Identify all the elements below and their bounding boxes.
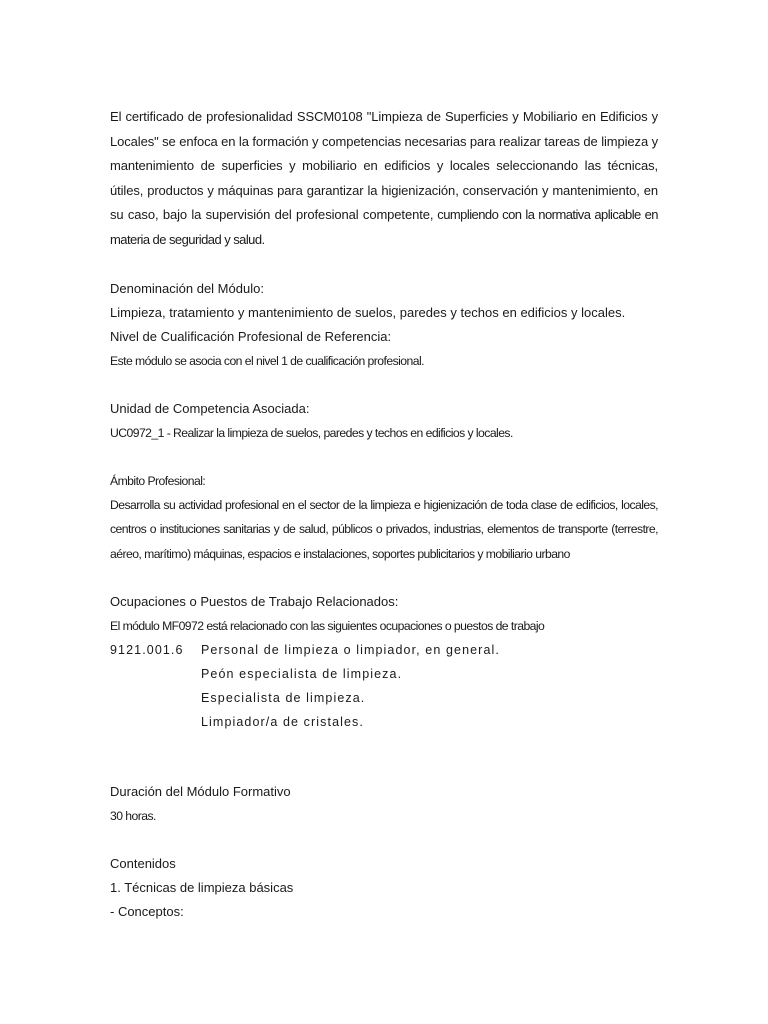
ocupaciones-list	[201, 638, 500, 734]
duracion-heading: Duración del Módulo Formativo	[110, 784, 291, 800]
ambito-heading: Ámbito Profesional:	[110, 473, 206, 488]
spacer	[110, 734, 658, 780]
modulo-value: Limpieza, tratamiento y mantenimiento de suelos, paredes y techos en edificios y locales.	[110, 304, 626, 320]
duracion-value: 30 horas.	[110, 809, 156, 824]
nivel-value: Este módulo se asocia con el nivel 1 de cualificación profesional.	[110, 353, 424, 368]
ocupaciones-intro: El módulo MF0972 está relacionado con las siguientes ocupaciones o puestos de trabajo	[110, 619, 545, 634]
unidad-value: UC0972_1 - Realizar la limpieza de suelos, paredes y techos en edificios y locales.	[110, 425, 513, 440]
contenidos-heading: Contenidos	[110, 856, 176, 872]
ocupaciones-table	[110, 638, 658, 734]
contenidos-subitem: - Conceptos:	[110, 904, 184, 920]
unidad-heading: Unidad de Competencia Asociada:	[110, 400, 310, 416]
nivel-heading: Nivel de Cualificación Profesional de Referencia:	[110, 328, 392, 344]
intro-text-tail: cumpliendo con la normativa aplicable en materia de seguridad y salud.	[110, 207, 658, 247]
ocupacion-item: Peón especialista de limpieza.	[201, 667, 403, 682]
document-page	[110, 105, 658, 924]
ocupacion-item: Limpiador/a de cristales.	[201, 715, 364, 730]
spacer	[110, 445, 658, 469]
intro-text: El certificado de profesionalidad SSCM0108 "Limpieza de Superficies y Mobiliario en Edificios y Locales" se enfoca en la formación y competencias necesarias para realizar tareas de limpieza y mantenimiento de superficies y mobiliario en edificios y locales seleccionando las técnicas, útiles, productos y máquinas para garantizar la higienización, conservación y mantenimiento, en su caso, bajo la supervisión del profesional competente,	[110, 109, 658, 223]
ocupaciones-heading: Ocupaciones o Puestos de Trabajo Relacionados:	[110, 594, 399, 610]
spacer	[110, 828, 658, 852]
modulo-heading: Denominación del Módulo:	[110, 280, 264, 296]
spacer	[110, 253, 658, 277]
contenidos-item: 1. Técnicas de limpieza básicas	[110, 880, 294, 896]
spacer	[110, 373, 658, 397]
spacer	[110, 566, 658, 590]
ocupacion-item: Especialista de limpieza.	[201, 691, 366, 706]
ocupacion-code: 9121.001.6	[110, 643, 184, 658]
ocupacion-item: Personal de limpieza o limpiador, en general.	[201, 643, 500, 658]
ambito-value: Desarrolla su actividad profesional en el sector de la limpieza e higienización de toda clase de edificios, locales, centros o instituciones sanitarias y de salud, públicos o privados, industrias, elementos de transporte (terrestre, aéreo, marítimo) máquinas, espacios e instalaciones, soportes publicitarios y mobiliario urbano	[110, 497, 658, 561]
intro-paragraph	[110, 105, 658, 253]
